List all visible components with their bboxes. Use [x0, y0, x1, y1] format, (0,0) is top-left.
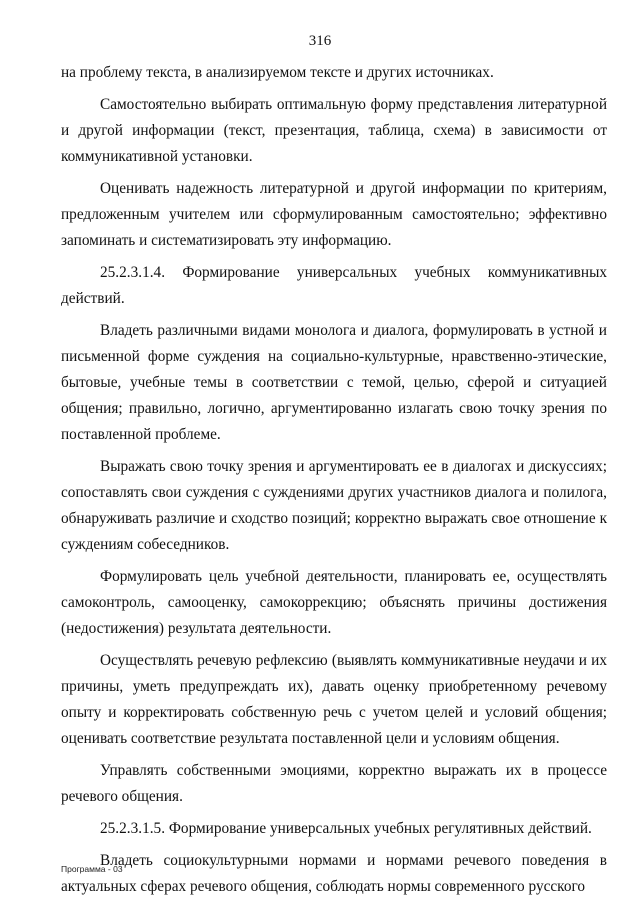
paragraph: Владеть социокультурными нормами и нормами речевого поведения в актуальных сферах речевого общения, соблюдать нормы современного русского	[61, 852, 607, 895]
paragraph: Осуществлять речевую рефлексию (выявлять коммуникативные неудачи и их причины, уметь предупреждать их), давать оценку приобретенному речевому опыту и корректировать собственную речь с учетом целей и условий общения; оценивать соответствие результата поставленной цели и условиям общения.	[61, 652, 607, 747]
paragraph: Выражать свою точку зрения и аргументировать ее в диалогах и дискуссиях; сопоставлять свои суждения с суждениями других участников диалога и полилога, обнаруживать различие и сходство позиций; корректно выражать свое отношение к суждениям собеседников.	[61, 458, 607, 553]
paragraph: Управлять собственными эмоциями, корректно выражать их в процессе речевого общения.	[61, 762, 607, 805]
section-heading: 25.2.3.1.5. Формирование универсальных учебных регулятивных действий.	[100, 820, 592, 837]
section-heading-continuation: действий.	[61, 290, 125, 307]
paragraph: Формулировать цель учебной деятельности, планировать ее, осуществлять самоконтроль, самооценку, самокоррекцию; объяснять причины достижения (недостижения) результата деятельности.	[61, 568, 607, 637]
paragraph: Оценивать надежность литературной и другой информации по критериям, предложенным учителем или сформулированным самостоятельно; эффективно запоминать и систематизировать эту информацию.	[61, 180, 607, 249]
paragraph: Самостоятельно выбирать оптимальную форму представления литературной и другой информации (текст, презентация, таблица, схема) в зависимости от коммуникативной установки.	[61, 96, 607, 165]
footer-label: Программа - 03	[61, 864, 123, 874]
section-heading: 25.2.3.1.4. Формирование универсальных учебных коммуникативных	[100, 264, 607, 281]
page-number: 316	[308, 33, 332, 49]
paragraph: Владеть различными видами монолога и диалога, формулировать в устной и письменной форме суждения на социально-культурные, нравственно-этические, бытовые, учебные темы в соответствии с темой, целью, сферой и ситуацией общения; правильно, логично, аргументированно излагать свою точку зрения по поставленной проблеме.	[61, 322, 607, 443]
body-text	[61, 60, 607, 906]
paragraph-continuation: на проблему текста, в анализируемом тексте и других источниках.	[61, 64, 494, 81]
